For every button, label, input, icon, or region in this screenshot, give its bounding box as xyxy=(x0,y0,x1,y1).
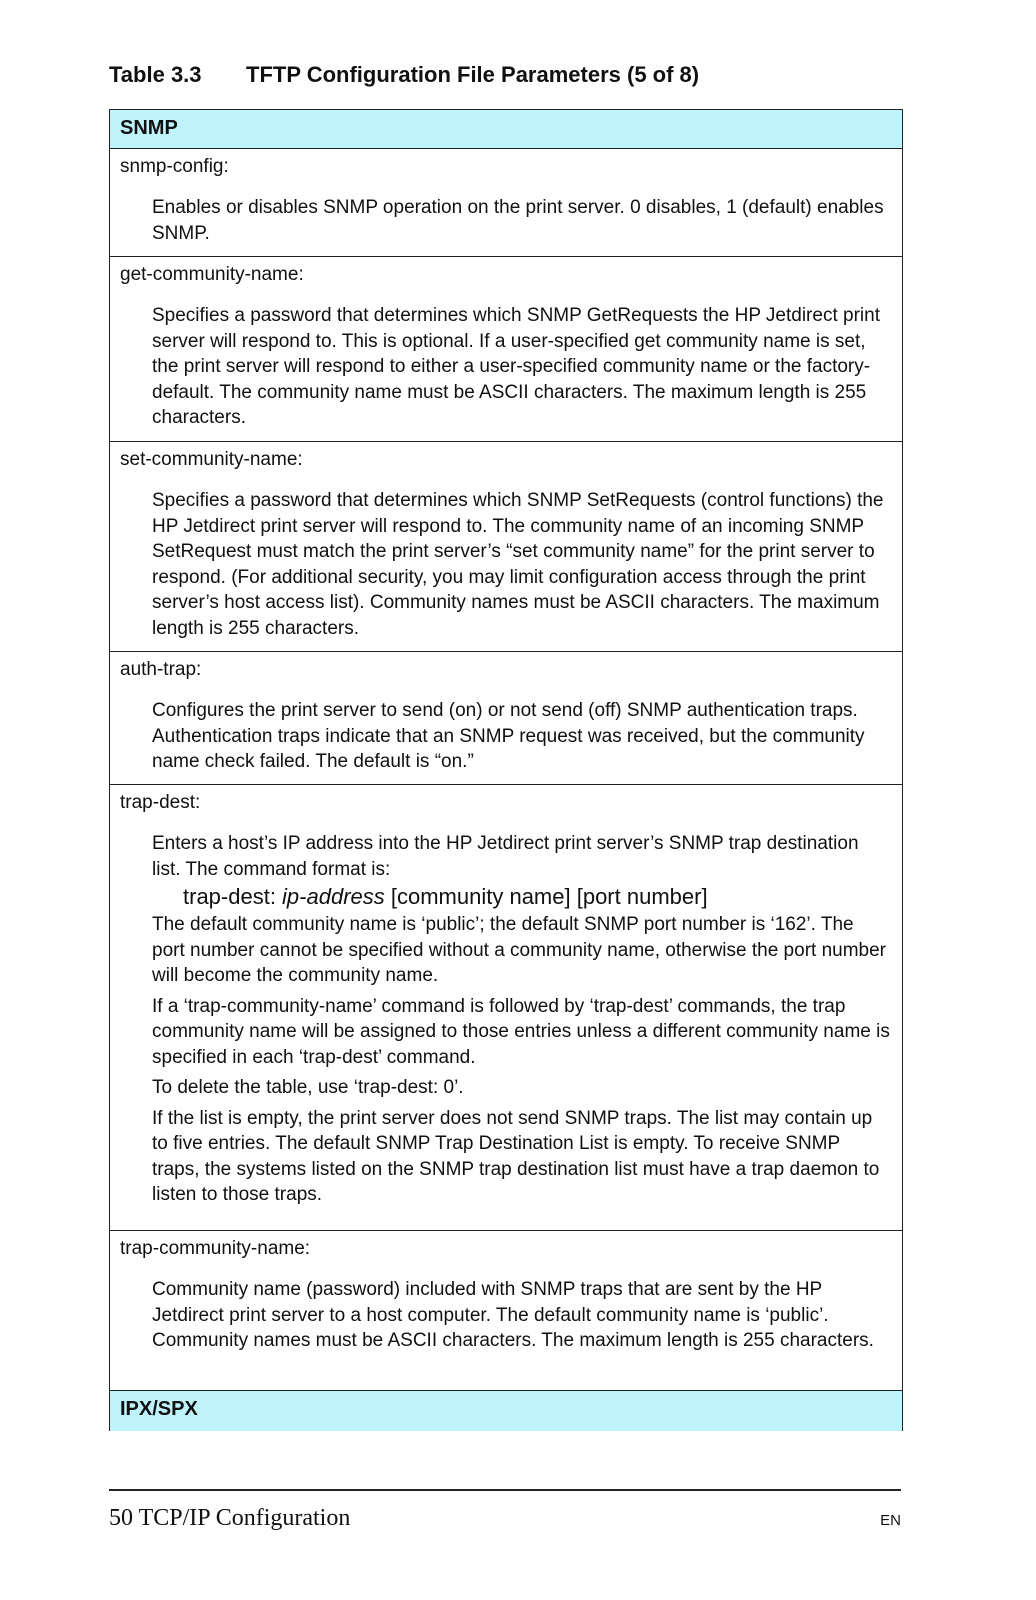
param-description xyxy=(110,195,902,246)
param-description xyxy=(110,303,902,431)
table-row-snmp-config xyxy=(110,149,902,257)
description-text: Specifies a password that determines which SNMP GetRequests the HP Jetdirect print server will respond to. This is optional. If a user-specified get community name is set, the print server will respond to either a user-specified community name or the factory-default. The community name must be ASCII characters. The maximum length is 255 characters. xyxy=(152,305,880,428)
table-title xyxy=(109,62,699,88)
param-name: snmp-config: xyxy=(120,156,229,177)
command-options: [community name] [port number] xyxy=(384,884,708,909)
table-row-get-community-name xyxy=(110,257,902,442)
description-text: Enters a host’s IP address into the HP Jetdirect print server’s SNMP trap destination list. The command format is: xyxy=(152,833,859,880)
description-text: To delete the table, use ‘trap-dest: 0’. xyxy=(152,1077,464,1098)
table-row-auth-trap xyxy=(110,652,902,785)
table-caption: TFTP Configuration File Parameters (5 of 8) xyxy=(246,62,700,87)
command-keyword: trap-dest: xyxy=(183,884,283,909)
footer-language: EN xyxy=(880,1512,901,1529)
description-text: If a ‘trap-community-name’ command is followed by ‘trap-dest’ commands, the trap community name will be assigned to those entries unless a different community name is specified in each ‘trap-dest’ command. xyxy=(152,995,890,1068)
param-name: set-community-name: xyxy=(120,449,303,470)
param-description xyxy=(110,488,902,641)
param-description xyxy=(110,1277,902,1354)
param-description xyxy=(110,831,902,1208)
table-row-trap-community-name xyxy=(110,1231,902,1391)
param-description xyxy=(110,698,902,775)
param-name: auth-trap: xyxy=(120,659,202,680)
param-name: trap-dest: xyxy=(120,792,201,813)
description-text: If the list is empty, the print server does not send SNMP traps. The list may contain up to five entries. The default SNMP Trap Destination List is empty. To receive SNMP traps, the systems listed on the SNMP trap destination list must have a trap daemon to listen to those traps. xyxy=(152,1107,880,1205)
param-name: trap-community-name: xyxy=(120,1238,311,1259)
description-text: Enables or disables SNMP operation on the print server. 0 disables, 1 (default) enables SNMP. xyxy=(152,197,884,244)
command-argument: ip-address xyxy=(282,884,385,909)
description-text: Community name (password) included with SNMP traps that are sent by the HP Jetdirect print server to a host computer. The default community name is ‘public’. Community names must be ASCII characters. The maximum length is 255 characters. xyxy=(152,1279,874,1351)
section-header-snmp: SNMP xyxy=(110,109,902,149)
description-text: Configures the print server to send (on) or not send (off) SNMP authentication traps. Authentication traps indicate that an SNMP request was received, but the community name check failed. The default is “on.” xyxy=(152,700,865,772)
description-text: The default community name is ‘public’; the default SNMP port number is ‘162’. The port number cannot be specified without a community name, otherwise the port number will become the community name. xyxy=(152,914,886,986)
section-header-ipx-spx: IPX/SPX xyxy=(110,1391,902,1431)
table-row-set-community-name xyxy=(110,442,902,652)
parameters-table xyxy=(109,109,903,1431)
footer-divider xyxy=(109,1489,901,1491)
table-row-trap-dest xyxy=(110,785,902,1231)
table-number: Table 3.3 xyxy=(109,62,202,87)
command-format xyxy=(152,882,890,912)
footer-page-label: 50 TCP/IP Configuration xyxy=(109,1505,351,1531)
param-name: get-community-name: xyxy=(120,264,304,285)
description-text: Specifies a password that determines which SNMP SetRequests (control functions) the HP Jetdirect print server will respond to. The community name of an incoming SNMP SetRequest must match the print server’s “set community name” for the print server to respond. (For additional security, you may limit configuration access through the print server’s host access list). Community names must be ASCII characters. The maximum length is 255 characters. xyxy=(152,490,884,639)
